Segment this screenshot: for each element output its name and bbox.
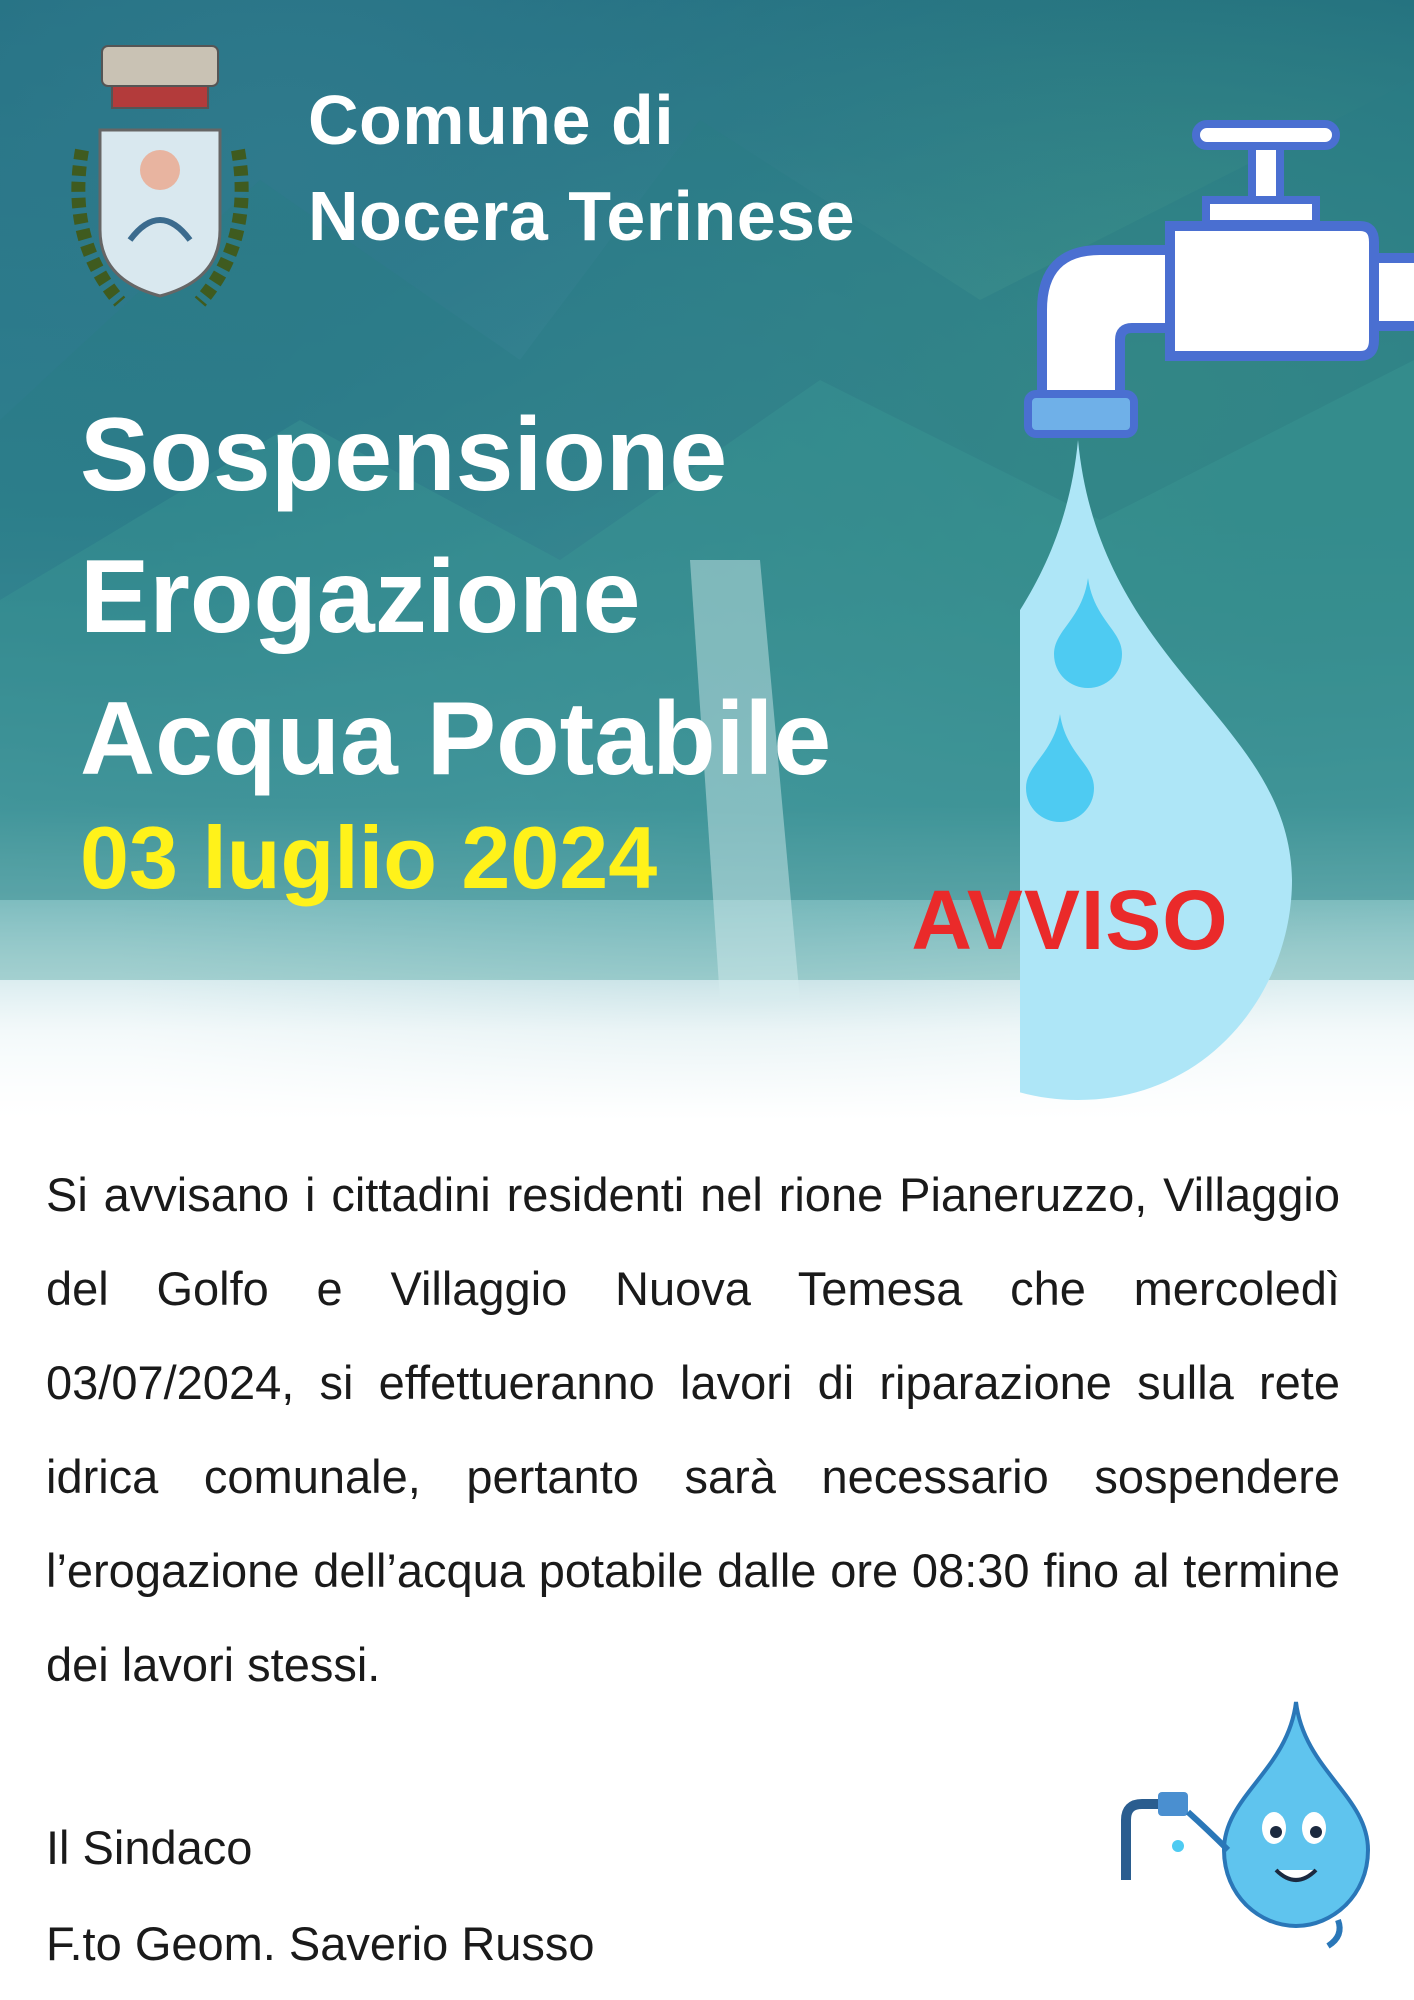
- headline-line3: Acqua Potabile: [80, 681, 832, 797]
- signature-title: Il Sindaco: [46, 1821, 253, 1874]
- notice-badge: AVVISO: [911, 873, 1229, 967]
- signature-name: F.to Geom. Saverio Russo: [46, 1917, 595, 1970]
- coat-of-arms-icon: [60, 40, 260, 330]
- headline-line1: Sospensione: [80, 397, 728, 513]
- signature-block: [46, 1800, 595, 1992]
- headline: [80, 384, 831, 810]
- water-mascot-icon: [1118, 1700, 1378, 1960]
- municipality-line1: Comune di: [308, 81, 675, 159]
- municipality-line2: Nocera Terinese: [308, 177, 856, 255]
- notice-date: 03 luglio 2024: [80, 808, 658, 907]
- headline-line2: Erogazione: [80, 539, 641, 655]
- municipality-name: [308, 72, 855, 264]
- notice-body: Si avvisano i cittadini residenti nel rione Pianeruzzo, Villaggio del Golfo e Villaggio Nuova Temesa che mercoledì 03/07/2024, si effettueranno lavori di riparazione sulla rete idrica comunale, pertanto sarà necessario sospendere l’erogazione dell’acqua potabile dalle ore 08:30 fino al termine dei lavori stessi.: [46, 1168, 1340, 1691]
